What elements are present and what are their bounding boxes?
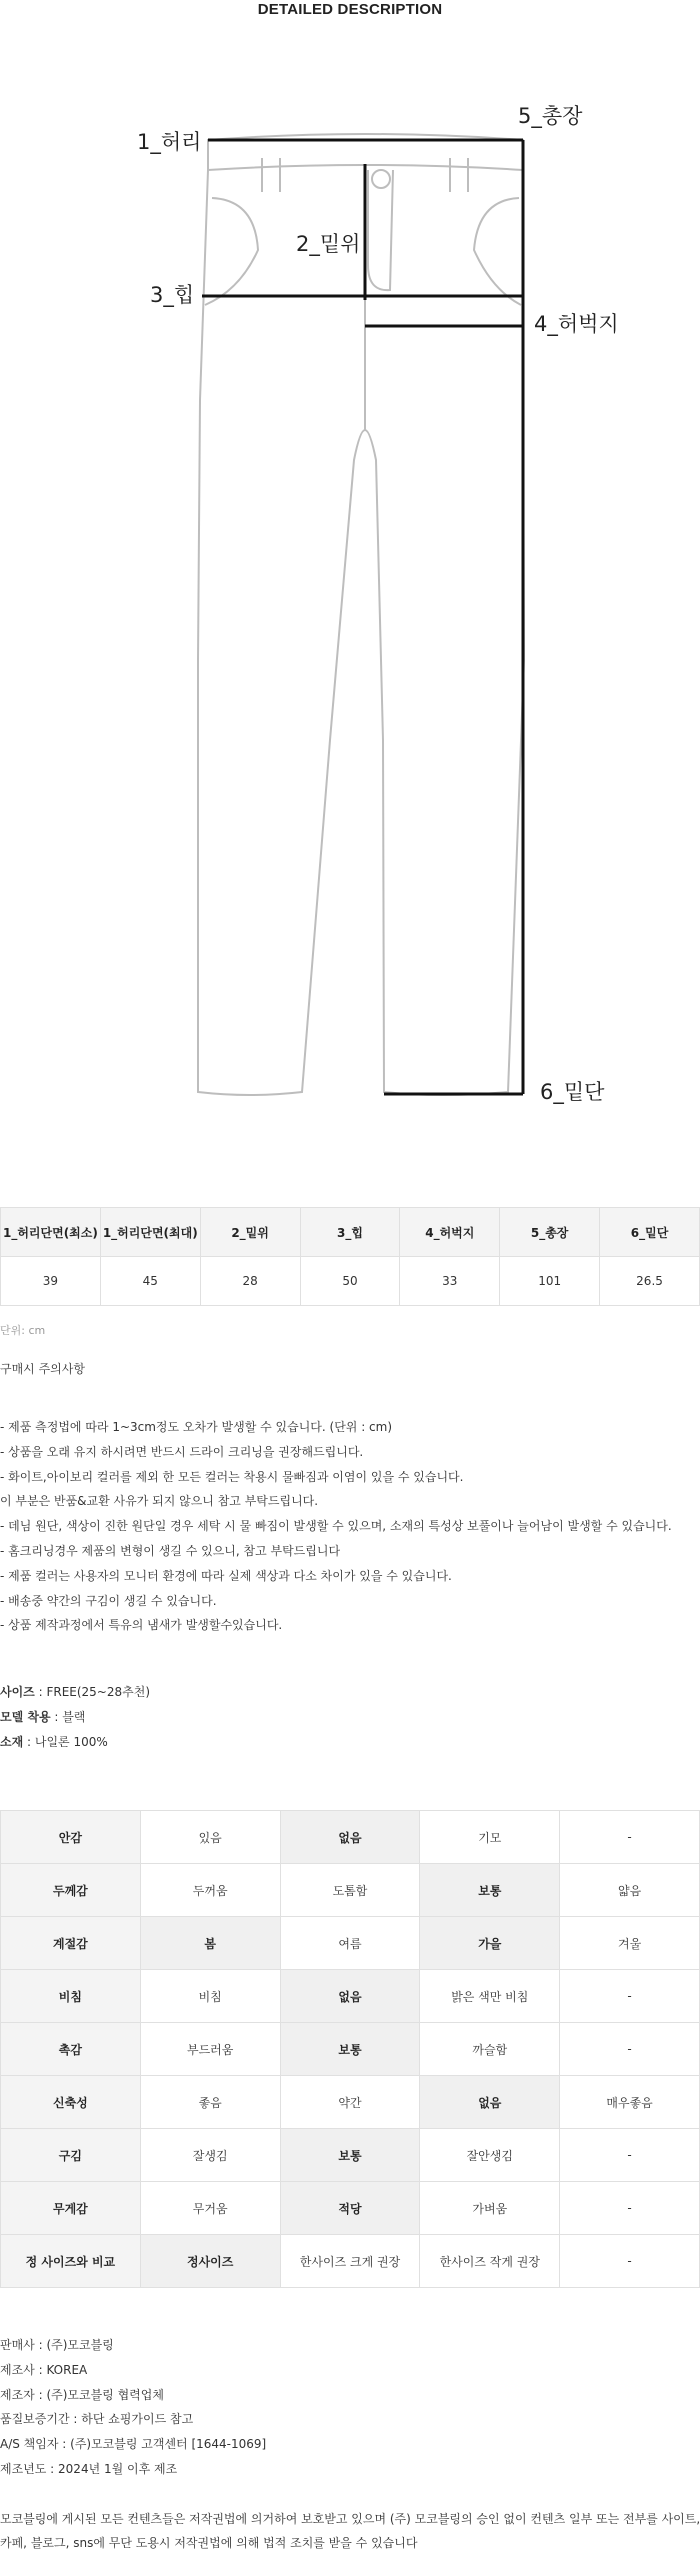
- size-table: [0, 1207, 700, 1306]
- waist-label: 1_허리: [137, 130, 202, 154]
- spec-material: 소재 : 나일론 100%: [0, 1735, 108, 1749]
- feel-option: 겨울: [560, 1917, 700, 1970]
- note-line: - 상품 제작과정에서 특유의 냄새가 발생할수있습니다.: [0, 1618, 283, 1633]
- feel-row: [1, 1917, 700, 1970]
- feel-option-selected: 없음: [280, 1811, 420, 1864]
- feel-option: -: [560, 1811, 700, 1864]
- info-line: 제조년도 : 2024년 1월 이후 제조: [0, 2461, 178, 2476]
- feel-row: [1, 2023, 700, 2076]
- size-header-cell: 1_허리단면(최소): [1, 1208, 101, 1257]
- feel-row-label: 비침: [1, 1970, 141, 2023]
- feel-option: 있음: [140, 1811, 280, 1864]
- purchase-notes: [0, 1360, 700, 1638]
- spec-model: 모델 착용 : 블랙: [0, 1710, 86, 1724]
- feel-row: [1, 2076, 700, 2129]
- feel-row-label: 정 사이즈와 비교: [1, 2235, 141, 2288]
- feel-row: [1, 1864, 700, 1917]
- feel-option-selected: 가을: [420, 1917, 560, 1970]
- feel-option-selected: 보통: [280, 2023, 420, 2076]
- info-line: 카페, 블로그, sns에 무단 도용시 저작권법에 의해 법적 조치를 받을 수 있습니다: [0, 2536, 418, 2551]
- feel-row-label: 계절감: [1, 1917, 141, 1970]
- feel-option: 매우좋음: [560, 2076, 700, 2129]
- feel-row: [1, 1811, 700, 1864]
- feel-option: -: [560, 2235, 700, 2288]
- page-title: DETAILED DESCRIPTION: [257, 1, 443, 18]
- feel-option: 부드러움: [140, 2023, 280, 2076]
- feel-row-label: 무게감: [1, 2182, 141, 2235]
- feel-option: 좋음: [140, 2076, 280, 2129]
- feel-row-label: 안감: [1, 1811, 141, 1864]
- feel-option: 잘안생김: [420, 2129, 560, 2182]
- size-value-cell: 28: [200, 1257, 300, 1306]
- feel-option-selected: 정사이즈: [140, 2235, 280, 2288]
- size-header-cell: 6_밑단: [600, 1208, 700, 1257]
- feel-option: -: [560, 1970, 700, 2023]
- feel-option: 두꺼움: [140, 1864, 280, 1917]
- notes-heading: 구매시 주의사항: [0, 1362, 85, 1376]
- feel-row: [1, 2182, 700, 2235]
- info-line: [0, 2482, 700, 2507]
- note-line: - 화이트,아이보리 컬러를 제외 한 모든 컬러는 착용시 물빠짐과 이염이 있을 수 있습니다.: [0, 1469, 464, 1484]
- size-value-cell: 45: [100, 1257, 200, 1306]
- feel-option: 비침: [140, 1970, 280, 2023]
- feel-option: -: [560, 2023, 700, 2076]
- size-header-cell: 4_허벅지: [400, 1208, 500, 1257]
- info-line: 모코블링에 게시된 모든 컨텐츠들은 저작권법에 의거하여 보호받고 있으며 (주) 모코블링의 승인 없이 컨텐츠 일부 또는 전부를 사이트,: [0, 2511, 700, 2526]
- fabric-feel-table: [0, 1810, 700, 2288]
- feel-row: [1, 2129, 700, 2182]
- feel-option-selected: 없음: [420, 2076, 560, 2129]
- measurement-diagram: [0, 100, 700, 1120]
- feel-option-selected: 없음: [280, 1970, 420, 2023]
- feel-option: -: [560, 2182, 700, 2235]
- unit-note: 단위: cm: [0, 1324, 46, 1337]
- feel-option: -: [560, 2129, 700, 2182]
- note-line: - 제품 컬러는 사용자의 모니터 환경에 따라 실제 색상과 다소 차이가 있을 수 있습니다.: [0, 1568, 452, 1583]
- note-line: - 홈크리닝경우 제품의 변형이 생길 수 있으니, 참고 부탁드립니다: [0, 1543, 341, 1558]
- feel-option: 도톰함: [280, 1864, 420, 1917]
- feel-option: 까슬함: [420, 2023, 560, 2076]
- info-line: 판매사 : (주)모코블링: [0, 2338, 114, 2352]
- feel-row-label: 신축성: [1, 2076, 141, 2129]
- note-line: 이 부분은 반품&교환 사유가 되지 않으니 참고 부탁드립니다.: [0, 1494, 319, 1509]
- feel-option: 밝은 색만 비침: [420, 1970, 560, 2023]
- note-line: - 배송중 약간의 구김이 생길 수 있습니다.: [0, 1593, 217, 1608]
- info-line: 품질보증기간 : 하단 쇼핑가이드 참고: [0, 2412, 194, 2427]
- hem-label: 6_밑단: [540, 1080, 605, 1104]
- size-value-cell: 101: [500, 1257, 600, 1306]
- feel-option: 가벼움: [420, 2182, 560, 2235]
- size-header-cell: 5_총장: [500, 1208, 600, 1257]
- feel-option: 한사이즈 크게 권장: [280, 2235, 420, 2288]
- spec-block: [0, 1680, 150, 1755]
- size-table-value-row: [1, 1257, 700, 1306]
- feel-row: [1, 1970, 700, 2023]
- feel-option: 기모: [420, 1811, 560, 1864]
- feel-option: 무거움: [140, 2182, 280, 2235]
- feel-option: 얇음: [560, 1864, 700, 1917]
- info-line: 제조사 : KOREA: [0, 2362, 88, 2377]
- feel-option-selected: 보통: [420, 1864, 560, 1917]
- feel-row: [1, 2235, 700, 2288]
- feel-row-label: 두께감: [1, 1864, 141, 1917]
- hip-label: 3_힙: [150, 283, 195, 307]
- feel-option-selected: 보통: [280, 2129, 420, 2182]
- size-value-cell: 50: [300, 1257, 400, 1306]
- feel-row-label: 구김: [1, 2129, 141, 2182]
- rise-label: 2_밑위: [296, 232, 361, 256]
- seller-info: [0, 2333, 700, 2556]
- feel-option: 한사이즈 작게 권장: [420, 2235, 560, 2288]
- size-header-cell: 1_허리단면(최대): [100, 1208, 200, 1257]
- note-line: - 제품 측정법에 따라 1~3cm정도 오차가 발생할 수 있습니다. (단위 : cm): [0, 1420, 393, 1434]
- feel-option-selected: 봄: [140, 1917, 280, 1970]
- length-label: 5_총장: [518, 104, 583, 128]
- size-header-cell: 2_밑위: [200, 1208, 300, 1257]
- info-line: A/S 책임자 : (주)모코블링 고객센터 [1644-1069]: [0, 2437, 267, 2452]
- size-header-cell: 3_힙: [300, 1208, 400, 1257]
- feel-option-selected: 적당: [280, 2182, 420, 2235]
- size-value-cell: 26.5: [600, 1257, 700, 1306]
- info-line: 제조자 : (주)모코블링 협력업체: [0, 2387, 164, 2402]
- size-value-cell: 39: [1, 1257, 101, 1306]
- size-table-header-row: [1, 1208, 700, 1257]
- note-line: - 상품을 오래 유지 하시려면 반드시 드라이 크리닝을 권장해드립니다.: [0, 1444, 364, 1459]
- note-line: - 데님 원단, 색상이 진한 원단일 경우 세탁 시 물 빠짐이 발생할 수 있으며, 소재의 특성상 보풀이나 늘어남이 발생할 수 있습니다.: [0, 1519, 672, 1534]
- thigh-label: 4_허벅지: [534, 312, 619, 336]
- feel-option: 약간: [280, 2076, 420, 2129]
- size-value-cell: 33: [400, 1257, 500, 1306]
- feel-option: 잘생김: [140, 2129, 280, 2182]
- spec-size: 사이즈 : FREE(25~28추천): [0, 1685, 150, 1699]
- feel-option: 여름: [280, 1917, 420, 1970]
- feel-row-label: 촉감: [1, 2023, 141, 2076]
